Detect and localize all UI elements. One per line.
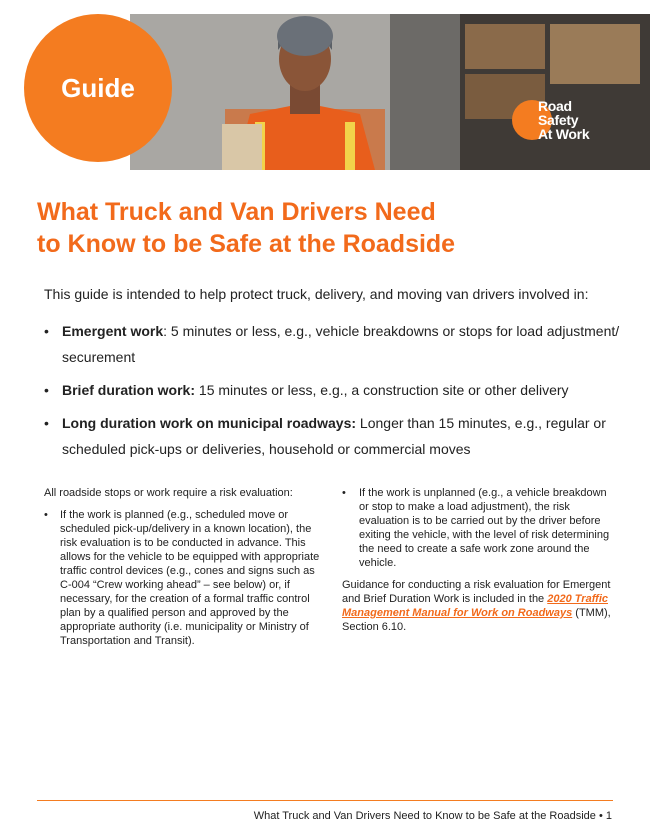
title-line-2: to Know to be Safe at the Roadside bbox=[37, 230, 456, 258]
guidance-paragraph bbox=[342, 578, 612, 634]
left-column bbox=[44, 486, 326, 656]
page-footer: What Truck and Van Drivers Need to Know to be Safe at the Roadside • 1 bbox=[253, 810, 612, 822]
logo-line-1: Road bbox=[538, 98, 572, 114]
planned-work-text: If the work is planned (e.g., scheduled move or scheduled pick-up/delivery in a known location), the risk evaluation is to be conducted in advance. This allows for the vehicle to be equipped with appropriate traffic control devices (e.g., cones and signs such as C-004 “Crew working ahead” – see below) or, if necessary, for the creation of a formal traffic control plan by a qualified person and approved by the appropriate authority (i.e. municipality or Ministry of Transportation and Transit). bbox=[60, 509, 320, 647]
logo-line-2: Safety bbox=[538, 112, 579, 128]
bullet-icon: • bbox=[44, 382, 49, 398]
logo-wordmark bbox=[538, 99, 589, 141]
term-long: Long duration work on municipal roadways: bbox=[62, 415, 357, 431]
term-brief: Brief duration work: bbox=[62, 382, 196, 398]
guidance-suffix: (TMM), Section 6.10. bbox=[342, 607, 611, 633]
guidance-text: Guidance for conducting a risk evaluation for Emergent and Brief Duration Work is included in the bbox=[342, 579, 611, 605]
bullet-icon: • bbox=[44, 323, 49, 339]
intro-text: This guide is intended to help protect truck, delivery, and moving van drivers involved in: bbox=[44, 286, 589, 302]
list-item-brief bbox=[44, 377, 624, 403]
text-brief: 15 minutes or less, e.g., a construction site or other delivery bbox=[195, 382, 569, 398]
page-title bbox=[37, 196, 597, 260]
list-item-emergent bbox=[44, 318, 624, 370]
list-item-long bbox=[44, 410, 624, 462]
bullet-icon: • bbox=[44, 509, 48, 521]
bullet-icon: • bbox=[342, 487, 346, 499]
guide-badge-label: Guide bbox=[61, 72, 135, 103]
guide-badge bbox=[24, 14, 172, 162]
planned-work-item bbox=[44, 508, 326, 648]
unplanned-work-item bbox=[342, 486, 612, 570]
work-type-list bbox=[44, 318, 624, 469]
logo-line-3: At Work bbox=[538, 126, 590, 142]
bullet-icon: • bbox=[44, 415, 49, 431]
tmm-link[interactable]: 2020 Traffic Management Manual for Work on Roadways bbox=[342, 593, 608, 619]
road-safety-logo bbox=[512, 99, 589, 141]
text-emergent: : 5 minutes or less, e.g., vehicle breakdowns or stops for load adjustment/ securement bbox=[62, 323, 620, 365]
unplanned-work-text: If the work is unplanned (e.g., a vehicle breakdown or stop to make a load adjustment), the risk evaluation is to be carried out by the driver before exiting the vehicle, with the level of risk determining the need to create a safe work zone around the vehicle. bbox=[359, 487, 610, 569]
text-long: Longer than 15 minutes, e.g., regular or scheduled pick-ups or deliveries, household or commercial moves bbox=[62, 415, 606, 457]
hero-banner bbox=[0, 0, 650, 170]
driver-photo-illustration bbox=[130, 14, 650, 170]
title-line-1: What Truck and Van Drivers Need bbox=[37, 198, 436, 226]
risk-evaluation-lead: All roadside stops or work require a risk evaluation: bbox=[44, 487, 293, 499]
driver-photo bbox=[130, 14, 650, 170]
term-emergent: Emergent work bbox=[62, 323, 164, 339]
right-column bbox=[342, 486, 612, 642]
footer-divider bbox=[37, 800, 613, 801]
